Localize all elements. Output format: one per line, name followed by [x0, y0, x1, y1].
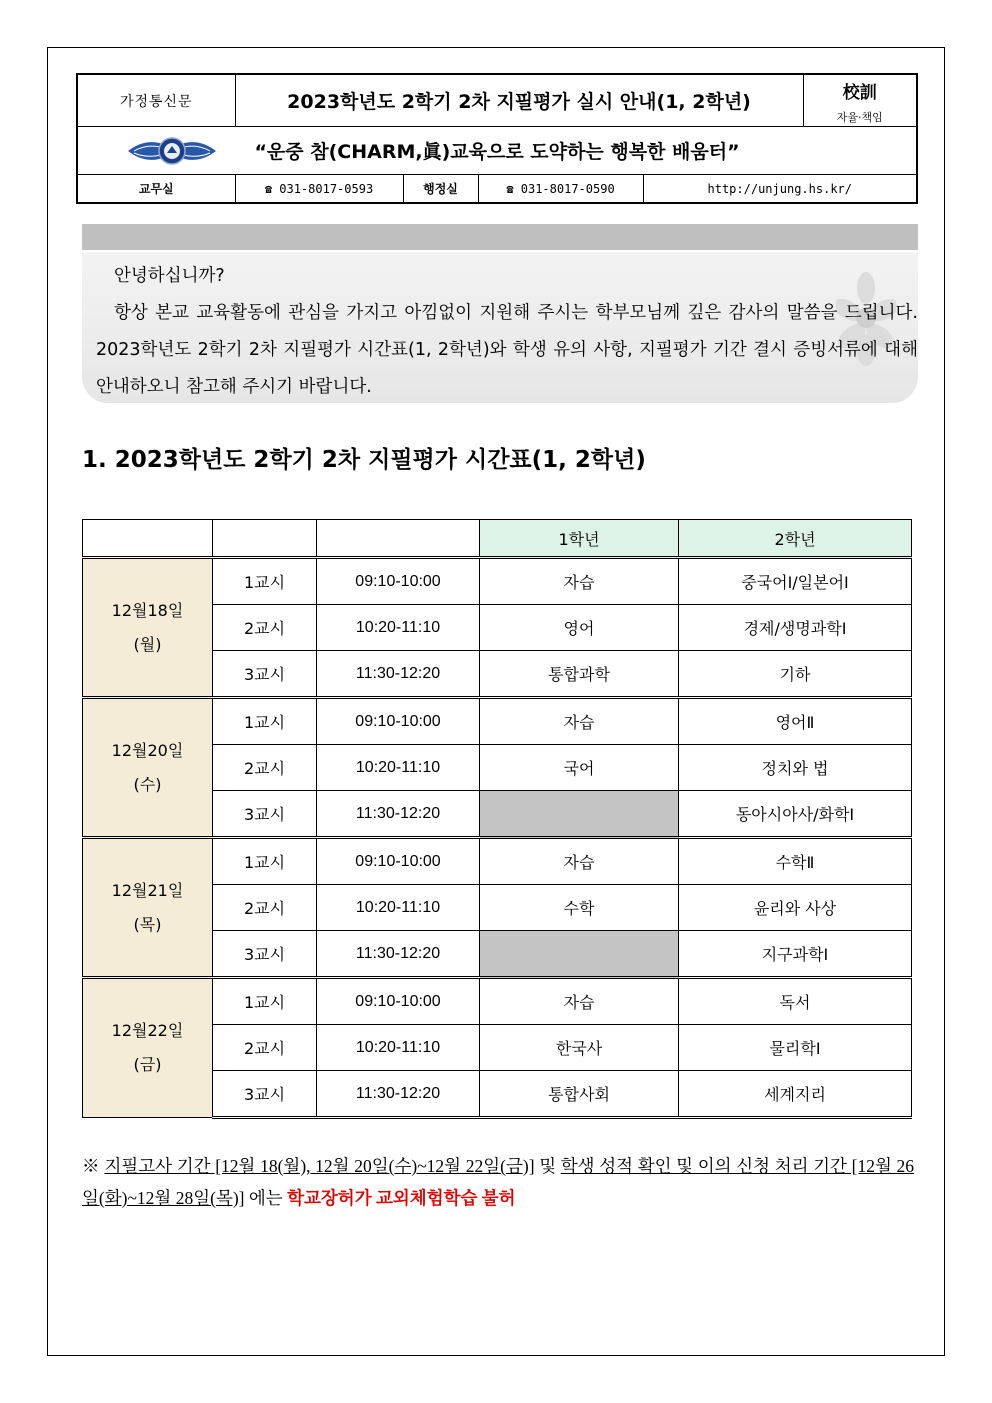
day-date: 12월18일: [111, 600, 184, 620]
time-cell: 11:30-12:20: [317, 1071, 480, 1118]
office2-label: 행정실: [403, 175, 478, 204]
day-block: [83, 558, 912, 698]
day-date: 12월21일: [111, 880, 184, 900]
time-cell: 10:20-11:10: [317, 885, 480, 931]
table-row: [83, 978, 912, 1025]
grade1-subject: 한국사: [480, 1025, 679, 1071]
grade2-subject: 기하: [679, 651, 912, 698]
greeting-hello: 안녕하십니까?: [114, 266, 225, 286]
day-cell: [83, 838, 213, 978]
time-cell: 10:20-11:10: [317, 1025, 480, 1071]
day-date: 12월20일: [111, 740, 184, 760]
day-block: [83, 978, 912, 1118]
time-cell: 11:30-12:20: [317, 931, 480, 978]
office1-label: 교무실: [77, 175, 235, 204]
no-field-trip-text: 학교장허가 교외체험학습 불허: [287, 1188, 516, 1208]
school-motto-cell: [803, 74, 917, 127]
table-row: [83, 698, 912, 745]
exam-period-text: 지필고사 기간 [12월 18(월), 12월 20일(수)~12월 22일(금)]: [104, 1156, 535, 1176]
grade1-subject: 국어: [480, 745, 679, 791]
time-cell: 10:20-11:10: [317, 745, 480, 791]
school-motto: “운중 참(CHARM,眞)교육으로 도약하는 행복한 배움터”: [254, 141, 740, 163]
note-tail: 에는: [244, 1188, 288, 1208]
motto-row: [77, 127, 917, 175]
grade2-subject: 중국어Ⅰ/일본어Ⅰ: [679, 558, 912, 605]
exam-schedule-table: [82, 519, 912, 1119]
grade1-subject: 통합과학: [480, 651, 679, 698]
field-trip-notice: [82, 1150, 914, 1214]
day-cell: [83, 558, 213, 698]
no-exam-cell: [480, 931, 679, 978]
grade2-subject: 세계지리: [679, 1071, 912, 1118]
day-weekday: (목): [133, 914, 162, 934]
grade2-subject: 정치와 법: [679, 745, 912, 791]
school-motto-title: 校訓: [842, 83, 877, 103]
header-empty-cell: [83, 520, 213, 558]
period-cell: 1교시: [213, 978, 317, 1025]
day-cell: [83, 698, 213, 838]
period-cell: 3교시: [213, 1071, 317, 1118]
day-weekday: (금): [133, 1055, 162, 1074]
header-empty-cell: [213, 520, 317, 558]
page-title: 2023학년도 2학기 2차 지필평가 실시 안내(1, 2학년): [235, 74, 803, 127]
grade1-subject: 자습: [480, 978, 679, 1025]
day-weekday: (월): [133, 634, 162, 654]
school-url-link[interactable]: http://unjung.hs.kr/: [643, 175, 917, 204]
grade1-header: 1학년: [480, 520, 679, 558]
day-weekday: (수): [133, 774, 162, 794]
school-motto-words: 자율·책임: [836, 111, 883, 124]
school-emblem-icon: [126, 135, 218, 167]
note-joiner: 및: [534, 1156, 561, 1176]
period-cell: 2교시: [213, 1025, 317, 1071]
period-cell: 2교시: [213, 745, 317, 791]
grade1-subject: 자습: [480, 838, 679, 885]
period-cell: 2교시: [213, 885, 317, 931]
no-exam-cell: [480, 791, 679, 838]
table-row: [83, 838, 912, 885]
period-cell: 1교시: [213, 698, 317, 745]
office1-phone: ☎ 031-8017-0593: [235, 175, 403, 204]
newsletter-header: [76, 73, 918, 204]
grade2-subject: 동아시아사/화학Ⅰ: [679, 791, 912, 838]
greeting-body: 항상 본교 교육활동에 관심을 가지고 아낌없이 지원해 주시는 학부모님께 깊은 감사의 말씀을 드립니다. 2023학년도 2학기 2차 지필평가 시간표(1, 2학년)와 학생 유의 사항, 지필평가 기간 결시 증빙서류에 대해 안내하오니 참고해 주시기 바랍니다.: [96, 303, 918, 397]
period-cell: 3교시: [213, 931, 317, 978]
period-cell: 3교시: [213, 651, 317, 698]
grade1-subject: 통합사회: [480, 1071, 679, 1118]
period-cell: 2교시: [213, 605, 317, 651]
time-cell: 09:10-10:00: [317, 838, 480, 885]
grade2-header: 2학년: [679, 520, 912, 558]
grade1-subject: 자습: [480, 558, 679, 605]
time-cell: 10:20-11:10: [317, 605, 480, 651]
time-cell: 11:30-12:20: [317, 651, 480, 698]
office2-phone: ☎ 031-8017-0590: [478, 175, 643, 204]
period-cell: 1교시: [213, 838, 317, 885]
grade2-subject: 수학Ⅱ: [679, 838, 912, 885]
time-cell: 09:10-10:00: [317, 698, 480, 745]
header-empty-cell: [317, 520, 480, 558]
day-block: [83, 698, 912, 838]
grade2-subject: 지구과학Ⅰ: [679, 931, 912, 978]
time-cell: 09:10-10:00: [317, 558, 480, 605]
time-cell: 11:30-12:20: [317, 791, 480, 838]
grade2-subject: 독서: [679, 978, 912, 1025]
period-cell: 1교시: [213, 558, 317, 605]
day-date: 12월22일: [111, 1021, 184, 1040]
grade1-subject: 자습: [480, 698, 679, 745]
time-cell: 09:10-10:00: [317, 978, 480, 1025]
day-cell: [83, 978, 213, 1118]
newsletter-label: 가정통신문: [77, 74, 235, 127]
grade2-subject: 윤리와 사상: [679, 885, 912, 931]
grade-check-period-text: 학생 성적 확인 및 이의 신청 처리 기간 [12월 26일(화)~12월 28일(목)]: [82, 1156, 915, 1208]
note-mark: ※: [82, 1156, 105, 1176]
grade2-subject: 경제/생명과학Ⅰ: [679, 605, 912, 651]
day-block: [83, 838, 912, 978]
grade2-subject: 물리학Ⅰ: [679, 1025, 912, 1071]
section-1-title: 1. 2023학년도 2학기 2차 지필평가 시간표(1, 2학년): [82, 447, 646, 473]
table-row: [83, 558, 912, 605]
grade2-subject: 영어Ⅱ: [679, 698, 912, 745]
period-cell: 3교시: [213, 791, 317, 838]
greeting-text: [96, 258, 918, 406]
grade1-subject: 영어: [480, 605, 679, 651]
greeting-bar: [82, 224, 918, 250]
grade1-subject: 수학: [480, 885, 679, 931]
